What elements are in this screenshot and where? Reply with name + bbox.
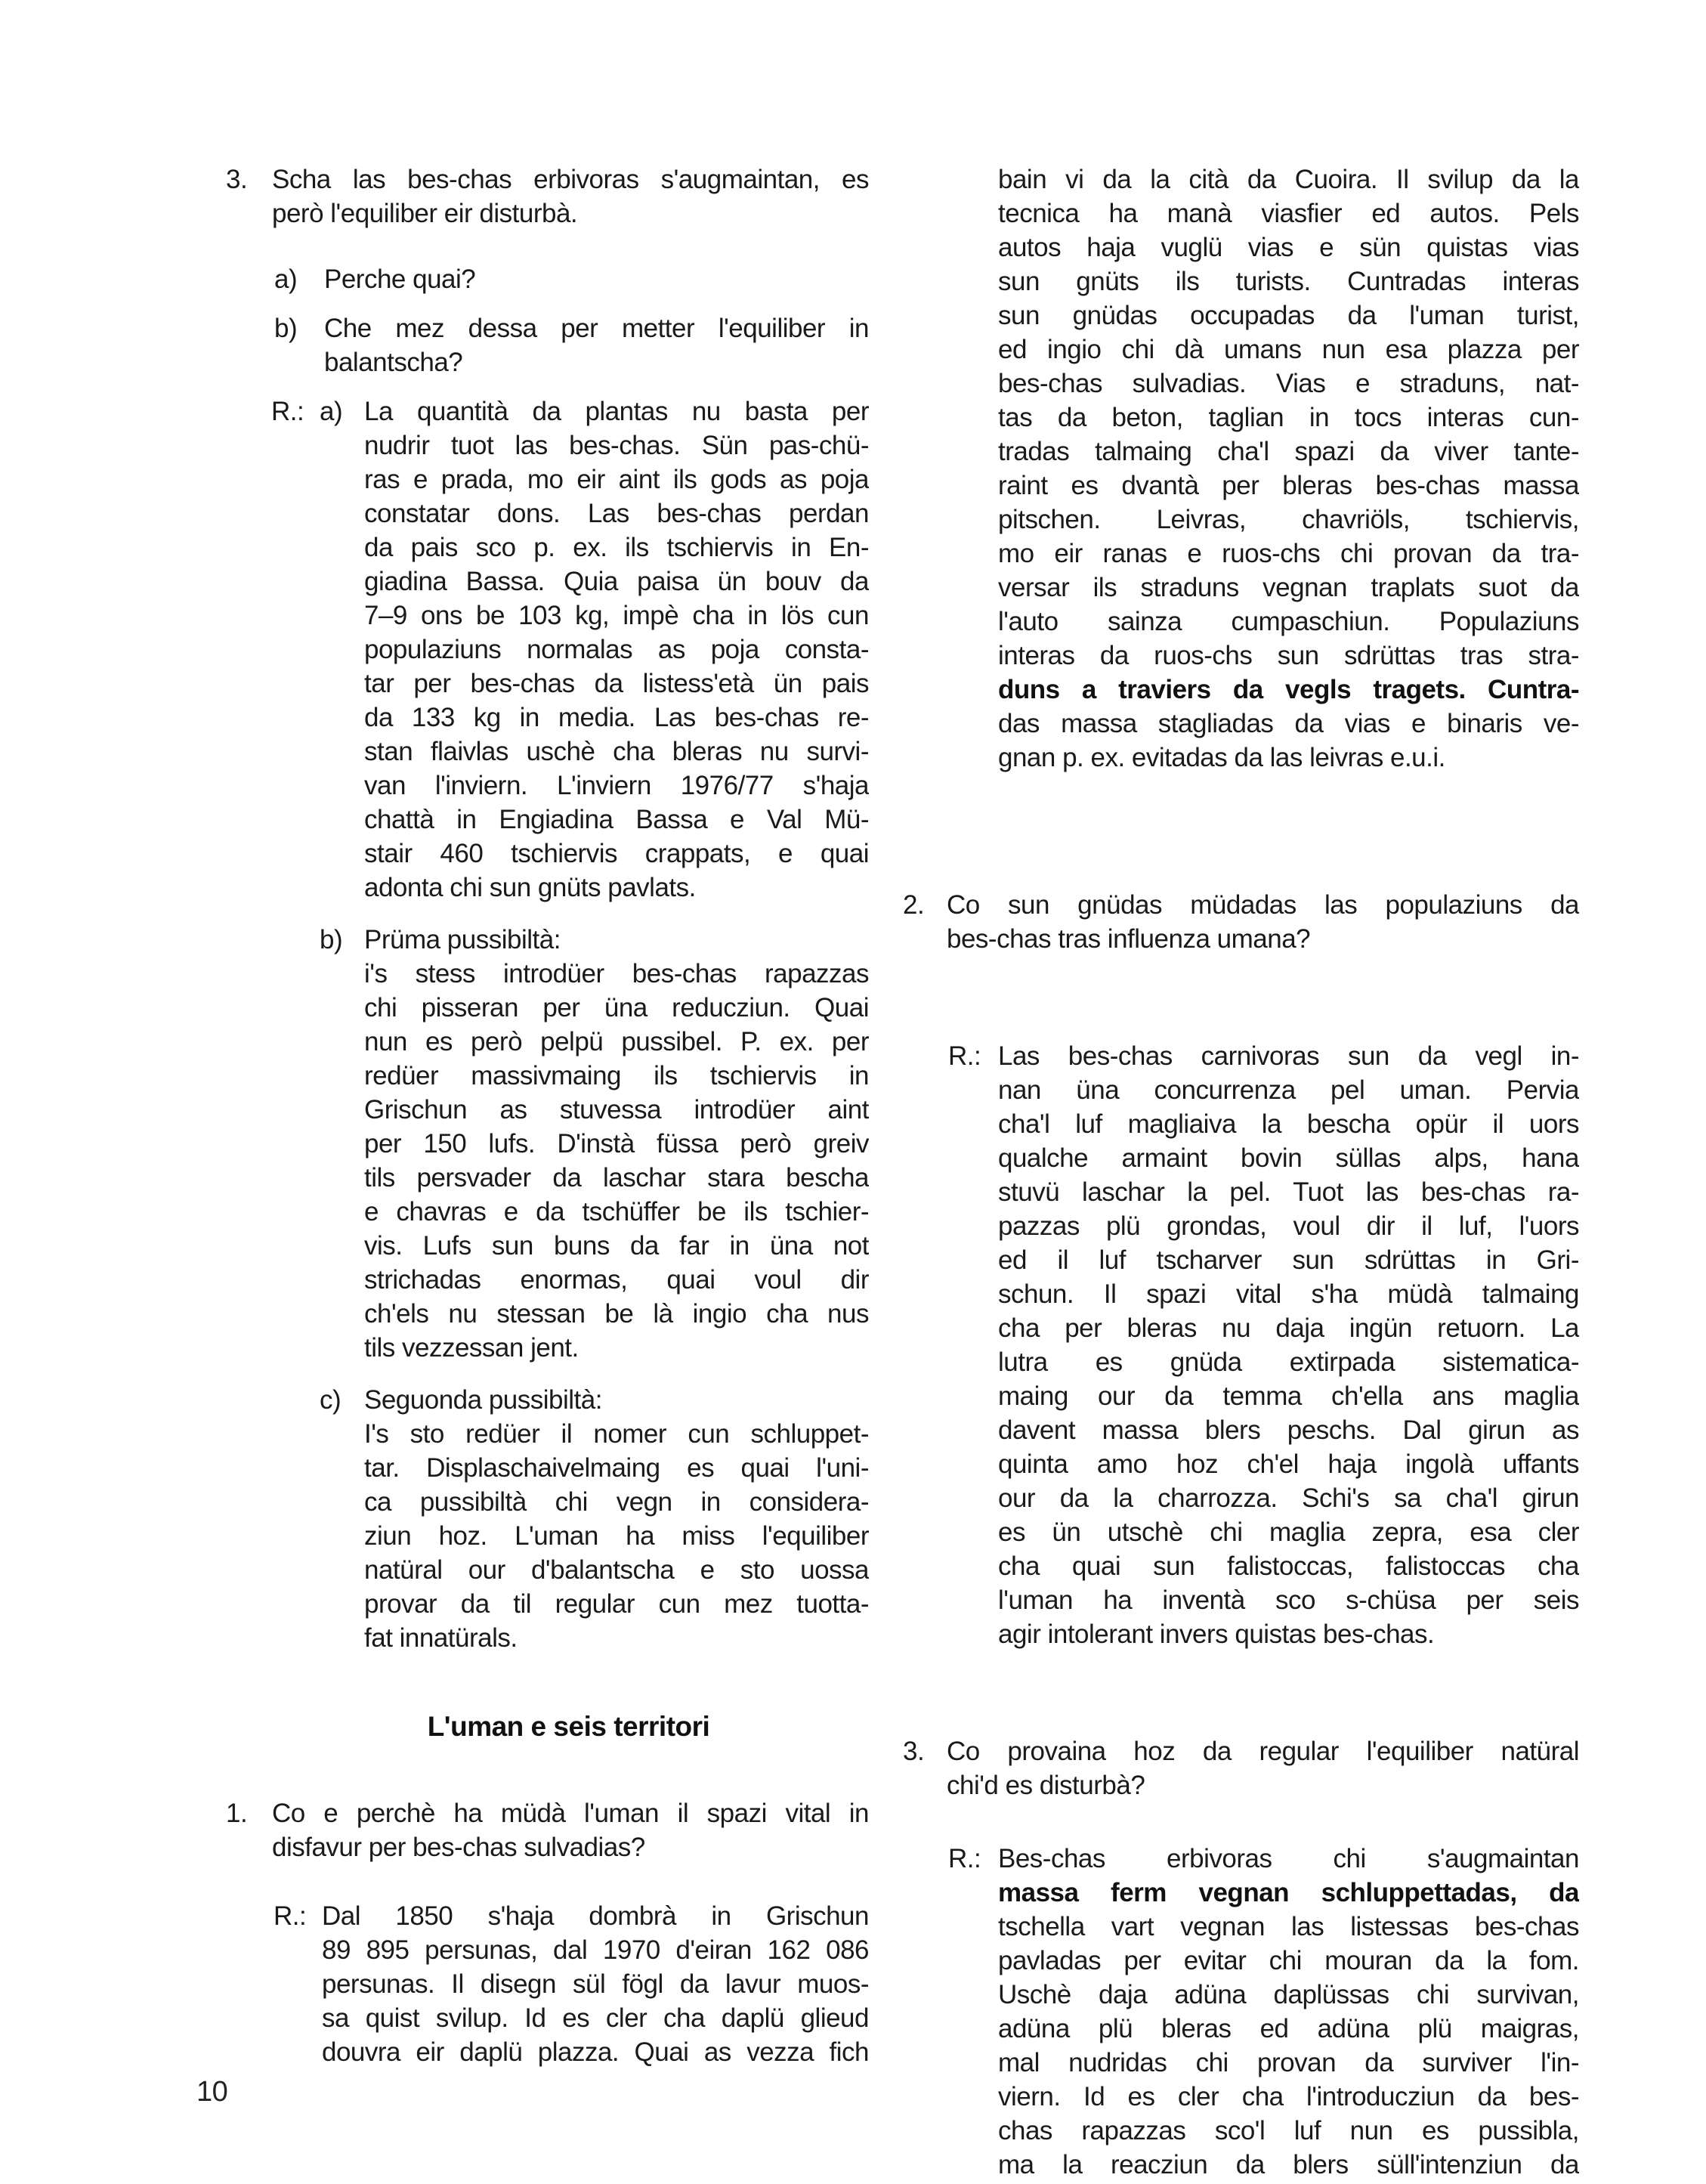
block-subq xyxy=(274,311,869,379)
block-question xyxy=(903,1734,1579,1802)
text-line: I's sto redüer il nomer cun schluppet- xyxy=(364,1419,869,1449)
text-line: natüral our d'balantscha e sto uossa xyxy=(364,1555,869,1585)
list-marker: c) xyxy=(320,1385,342,1415)
column-left xyxy=(226,162,869,2069)
block-answer-lettered xyxy=(271,394,869,905)
text-line: fat innatürals. xyxy=(364,1623,518,1653)
text-line: l'uman ha inventà sco s-chüsa per seis xyxy=(998,1585,1579,1615)
text-line: ca pussibiltà chi vegn in considera- xyxy=(364,1487,869,1517)
text-line: tils persvader da laschar stara bescha xyxy=(364,1163,869,1193)
text-line: Grischun as stuvessa introdüer aint xyxy=(364,1095,869,1124)
list-marker: b) xyxy=(320,925,343,954)
text-line: autos haja vuglü vias e sün quistas vias xyxy=(998,233,1579,262)
block-question xyxy=(903,888,1579,956)
text-block xyxy=(272,1796,869,1864)
text-line: stuvü laschar la pel. Tuot las bes-chas ra- xyxy=(998,1177,1579,1207)
text-line: pazzas plü grondas, voul dir il luf, l'uors xyxy=(998,1211,1579,1241)
text-line: agir intolerant invers quistas bes-chas. xyxy=(998,1619,1435,1649)
list-marker: 3. xyxy=(226,165,248,194)
text-block xyxy=(998,162,1579,775)
page-number: 10 xyxy=(196,2076,228,2108)
text-line: das massa stagliadas da vias e binaris ve- xyxy=(998,709,1579,738)
list-marker: a) xyxy=(274,264,298,294)
text-line: adüna plü bleras ed adüna plü maigras, xyxy=(998,2014,1579,2043)
text-line: sa quist svilup. Id es cler cha daplü glieud xyxy=(322,2003,869,2033)
text-line: tar per bes-chas da listess'età ün pais xyxy=(364,669,869,698)
text-line: Co sun gnüdas müdadas las populaziuns da xyxy=(947,890,1579,920)
text-line: populaziuns normalas as poja consta- xyxy=(364,635,869,664)
text-block xyxy=(998,1842,1579,2182)
block-para xyxy=(998,162,1579,775)
text-line: tar. Displaschaivelmaing es quai l'uni- xyxy=(364,1453,869,1483)
text-line: redüer massivmaing ils tschiervis in xyxy=(364,1061,869,1090)
column-right xyxy=(903,162,1579,2182)
text-line: Uschè daja adüna daplüssas chi survivan, xyxy=(998,1980,1579,2009)
block-question xyxy=(226,1796,869,1864)
text-line: ch'els nu stessan be là ingio cha nus xyxy=(364,1299,869,1329)
list-marker: 1. xyxy=(226,1799,248,1828)
list-marker: a) xyxy=(320,397,343,426)
text-line: Perche quai? xyxy=(324,264,476,294)
text-line: lutra es gnüda extirpada sistematica- xyxy=(998,1347,1579,1377)
text-line: Prüma pussibiltà: xyxy=(364,925,561,954)
text-line: persunas. Il disegn sül fögl da lavur muos- xyxy=(322,1969,869,1999)
text-line: cha'l luf magliaiva la bescha opür il uors xyxy=(998,1109,1579,1139)
text-block xyxy=(364,1383,869,1655)
text-line: tils vezzessan jent. xyxy=(364,1333,579,1363)
block-answer-sub xyxy=(320,1383,869,1655)
text-line: cha quai sun falistoccas, falistoccas cha xyxy=(998,1551,1579,1581)
text-line: però l'equiliber eir disturbà. xyxy=(272,199,578,228)
text-line: nun es però pelpü pussibel. P. ex. per xyxy=(364,1027,869,1056)
block-question xyxy=(226,162,869,230)
text-line: Dal 1850 s'haja dombrà in Grischun xyxy=(322,1901,869,1931)
block-heading xyxy=(226,1709,869,1743)
text-line: Co e perchè ha müdà l'uman il spazi vital in xyxy=(272,1799,869,1828)
text-line: ma la reacziun da blers süll'intenziun da xyxy=(998,2150,1579,2179)
text-line: gnan p. ex. evitadas da las leivras e.u.i. xyxy=(998,743,1445,772)
text-line: bain vi da la cità da Cuoira. Il svilup da la xyxy=(998,165,1579,194)
text-line: ras e prada, mo eir aint ils gods as poja xyxy=(364,465,869,494)
text-line: nan üna concurrenza pel uman. Pervia xyxy=(998,1075,1579,1105)
text-line: qualche armaint bovin süllas alps, hana xyxy=(998,1143,1579,1173)
text-block xyxy=(947,1734,1579,1802)
text-line: Las bes-chas carnivoras sun da vegl in- xyxy=(998,1041,1579,1071)
text-line: van l'inviern. L'inviern 1976/77 s'haja xyxy=(364,771,869,800)
text-line: l'auto sainza cumpaschiun. Populaziuns xyxy=(998,607,1579,636)
text-line: tecnica ha manà viasfier ed autos. Pels xyxy=(998,199,1579,228)
text-line: tas da beton, taglian in tocs interas cun- xyxy=(998,403,1579,432)
text-line: stair 460 tschiervis crappats, e quai xyxy=(364,839,869,868)
text-line: bes-chas tras influenza umana? xyxy=(947,924,1311,954)
text-block xyxy=(324,262,869,296)
text-line: Scha las bes-chas erbivoras s'augmaintan, es xyxy=(272,165,869,194)
text-line: strichadas enormas, quai voul dir xyxy=(364,1265,869,1295)
text-line: per 150 lufs. D'instà füssa però greiv xyxy=(364,1129,869,1159)
text-line: stan flaivlas uschè cha bleras nu survi- xyxy=(364,737,869,766)
list-marker: 3. xyxy=(903,1737,925,1766)
text-line: maing our da temma ch'ella ans maglia xyxy=(998,1381,1579,1411)
text-line: schun. Il spazi vital s'ha müdà talmaing xyxy=(998,1279,1579,1309)
text-line: Seguonda pussibiltà: xyxy=(364,1385,602,1415)
text-line: da 133 kg in media. Las bes-chas re- xyxy=(364,703,869,732)
text-line: versar ils straduns vegnan traplats suot da xyxy=(998,573,1579,602)
text-line: Che mez dessa per metter l'equiliber in xyxy=(324,314,869,343)
text-line: constatar dons. Las bes-chas perdan xyxy=(364,499,869,528)
text-line: chi'd es disturbà? xyxy=(947,1771,1145,1800)
text-block xyxy=(364,923,869,1365)
text-line: ziun hoz. L'uman ha miss l'equiliber xyxy=(364,1521,869,1551)
text-line: e chavras e da tschüffer be ils tschier- xyxy=(364,1197,869,1227)
text-line: quinta amo hoz ch'el haja ingolà uffants xyxy=(998,1449,1579,1479)
text-line: tschella vart vegnan las listessas bes-chas xyxy=(998,1912,1579,1941)
text-line: vis. Lufs sun buns da far in üna not xyxy=(364,1231,869,1261)
list-marker: b) xyxy=(274,314,298,343)
text-line: mal nudridas chi provan da surviver l'in- xyxy=(998,2048,1579,2077)
block-answer xyxy=(948,1842,1579,2182)
text-line: davent massa blers peschs. Dal girun as xyxy=(998,1415,1579,1445)
text-block xyxy=(324,311,869,379)
list-marker: R.: xyxy=(274,1901,307,1931)
text-line: Bes-chas erbivoras chi s'augmaintan xyxy=(998,1844,1579,1873)
block-subq xyxy=(274,262,869,296)
text-line: ed il luf tscharver sun sdrüttas in Gri- xyxy=(998,1245,1579,1275)
block-answer xyxy=(274,1899,869,2069)
text-line: pavladas per evitar chi mouran da la fom. xyxy=(998,1946,1579,1975)
section-heading: L'uman e seis territori xyxy=(427,1711,710,1742)
text-line: tradas talmaing cha'l spazi da viver tante- xyxy=(998,437,1579,466)
text-line: nudrir tuot las bes-chas. Sün pas-chü- xyxy=(364,431,869,460)
text-block xyxy=(272,162,869,230)
text-line: chattà in Engiadina Bassa e Val Mü- xyxy=(364,805,869,834)
text-line: chi pisseran per üna reducziun. Quai xyxy=(364,993,869,1022)
text-block xyxy=(998,1039,1579,1651)
text-block xyxy=(947,888,1579,956)
text-line: balantscha? xyxy=(324,348,463,377)
list-marker: 2. xyxy=(903,890,925,920)
list-marker: R.: xyxy=(948,1041,981,1071)
text-line: cha per bleras nu daja ingün retuorn. La xyxy=(998,1313,1579,1343)
block-answer-sub xyxy=(320,923,869,1365)
text-line: douvra eir daplü plazza. Quai as vezza fich xyxy=(322,2037,869,2067)
text-line: i's stess introdüer bes-chas rapazzas xyxy=(364,959,869,988)
text-line: our da la charrozza. Schi's sa cha'l girun xyxy=(998,1483,1579,1513)
list-marker: R.: xyxy=(271,397,304,426)
text-line: duns a traviers da vegls tragets. Cuntra- xyxy=(998,675,1579,704)
text-block xyxy=(322,1899,869,2069)
list-marker: R.: xyxy=(948,1844,981,1873)
text-line: sun gnüts ils turists. Cuntradas interas xyxy=(998,267,1579,296)
text-line: massa ferm vegnan schluppettadas, da xyxy=(998,1878,1579,1907)
block-answer xyxy=(948,1039,1579,1651)
text-line: mo eir ranas e ruos-chs chi provan da tra- xyxy=(998,539,1579,568)
text-line: giadina Bassa. Quia paisa ün bouv da xyxy=(364,567,869,596)
text-line: adonta chi sun gnüts pavlats. xyxy=(364,873,696,902)
text-line: disfavur per bes-chas sulvadias? xyxy=(272,1833,645,1862)
text-line: 7–9 ons be 103 kg, impè cha in lös cun xyxy=(364,601,869,630)
text-line: pitschen. Leivras, chavriöls, tschiervis, xyxy=(998,505,1579,534)
text-line: sun gnüdas occupadas da l'uman turist, xyxy=(998,301,1579,330)
text-line: ed ingio chi dà umans nun esa plazza per xyxy=(998,335,1579,364)
text-line: Co provaina hoz da regular l'equiliber natüral xyxy=(947,1737,1579,1766)
text-block xyxy=(364,394,869,905)
text-line: bes-chas sulvadias. Vias e straduns, nat- xyxy=(998,369,1579,398)
text-line: es ün utschè chi maglia zepra, esa cler xyxy=(998,1517,1579,1547)
text-line: viern. Id es cler cha l'introducziun da bes- xyxy=(998,2082,1579,2111)
text-line: 89 895 persunas, dal 1970 d'eiran 162 086 xyxy=(322,1935,869,1965)
text-line: provar da til regular cun mez tuotta- xyxy=(364,1589,869,1619)
text-line: interas da ruos-chs sun sdrüttas tras stra- xyxy=(998,641,1579,670)
text-line: chas rapazzas sco'l luf nun es pussibla, xyxy=(998,2116,1579,2145)
text-line: da pais sco p. ex. ils tschiervis in En- xyxy=(364,533,869,562)
text-line: raint es dvantà per bleras bes-chas massa xyxy=(998,471,1579,500)
text-line: La quantità da plantas nu basta per xyxy=(364,397,869,426)
